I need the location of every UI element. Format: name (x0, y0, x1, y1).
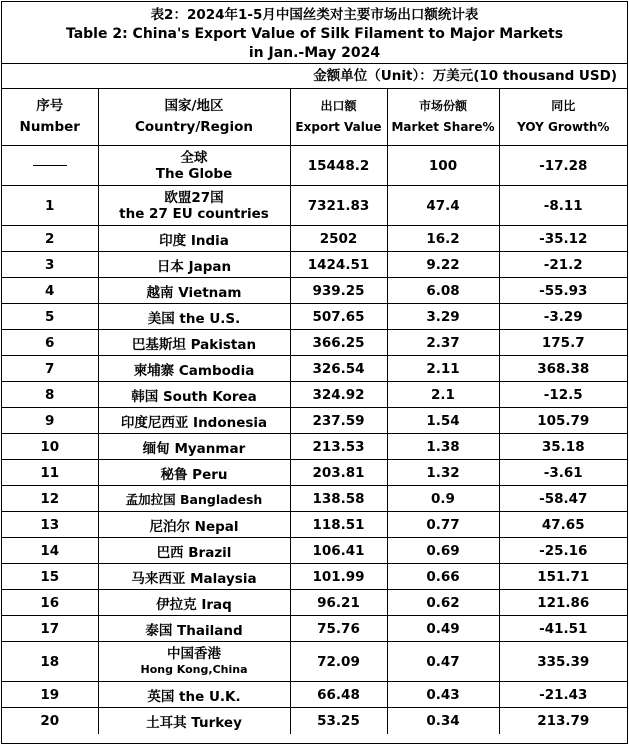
export-value-cell: 53.25 (290, 708, 387, 734)
country-cell: 马来西亚 Malaysia (98, 564, 290, 590)
export-value-cell: 66.48 (290, 682, 387, 708)
export-value-cell: 213.53 (290, 434, 387, 460)
title-english-line2: in Jan.-May 2024 (248, 45, 381, 61)
statistics-sheet (1, 1, 628, 744)
market-share-cell: 100 (387, 146, 499, 186)
row-number-cell: 3 (2, 252, 98, 278)
row-number-cell: 16 (2, 590, 98, 616)
row-number-cell: 20 (2, 708, 98, 734)
country-cell: 泰国 Thailand (98, 616, 290, 642)
table-row (2, 408, 627, 434)
yoy-growth-cell: 151.71 (499, 564, 627, 590)
export-value-cell: 118.51 (290, 512, 387, 538)
table-row (2, 564, 627, 590)
yoy-growth-cell: -3.29 (499, 304, 627, 330)
yoy-growth-cell: 175.7 (499, 330, 627, 356)
yoy-growth-cell: -58.47 (499, 486, 627, 512)
export-value-cell: 366.25 (290, 330, 387, 356)
title-english-line1: Table 2: China's Export Value of Silk Filament to Major Markets (65, 26, 564, 42)
yoy-growth-cell: -21.2 (499, 252, 627, 278)
yoy-growth-cell: 121.86 (499, 590, 627, 616)
row-number-cell: 13 (2, 512, 98, 538)
market-share-cell: 0.69 (387, 538, 499, 564)
row-number-cell: 2 (2, 226, 98, 252)
table-row (2, 252, 627, 278)
table-row (2, 682, 627, 708)
export-value-cell: 101.99 (290, 564, 387, 590)
table-row (2, 538, 627, 564)
market-share-cell: 0.77 (387, 512, 499, 538)
yoy-growth-cell: -3.61 (499, 460, 627, 486)
market-share-cell: 47.4 (387, 186, 499, 226)
country-cell: 越南 Vietnam (98, 278, 290, 304)
row-number-cell: 17 (2, 616, 98, 642)
market-share-cell: 0.66 (387, 564, 499, 590)
export-value-cell: 75.76 (290, 616, 387, 642)
table-row (2, 512, 627, 538)
yoy-growth-cell: -17.28 (499, 146, 627, 186)
country-cell: 尼泊尔 Nepal (98, 512, 290, 538)
row-number-cell: 19 (2, 682, 98, 708)
yoy-growth-cell: 105.79 (499, 408, 627, 434)
table-row (2, 590, 627, 616)
yoy-growth-cell: 47.65 (499, 512, 627, 538)
table-title (2, 2, 627, 64)
table-row (2, 642, 627, 682)
yoy-growth-cell: -8.11 (499, 186, 627, 226)
country-cell: 巴西 Brazil (98, 538, 290, 564)
export-value-cell: 72.09 (290, 642, 387, 682)
country-cell: 印度尼西亚 Indonesia (98, 408, 290, 434)
yoy-growth-cell: 35.18 (499, 434, 627, 460)
export-value-cell: 15448.2 (290, 146, 387, 186)
yoy-growth-cell: -21.43 (499, 682, 627, 708)
row-number-cell: 1 (2, 186, 98, 226)
country-cell: 全球 The Globe (98, 146, 290, 186)
country-cell: 土耳其 Turkey (98, 708, 290, 734)
yoy-growth-cell: -25.16 (499, 538, 627, 564)
yoy-growth-cell: 368.38 (499, 356, 627, 382)
row-number-dash (2, 146, 98, 186)
table-row (2, 146, 627, 186)
market-share-cell: 9.22 (387, 252, 499, 278)
country-cell: 欧盟27国 the 27 EU countries (98, 186, 290, 226)
country-cell: 巴基斯坦 Pakistan (98, 330, 290, 356)
yoy-growth-cell: 213.79 (499, 708, 627, 734)
yoy-growth-cell: -12.5 (499, 382, 627, 408)
row-number-cell: 6 (2, 330, 98, 356)
table-row (2, 304, 627, 330)
header-row (2, 89, 627, 146)
row-number-cell: 18 (2, 642, 98, 682)
table-row (2, 278, 627, 304)
country-cell: 中国香港 Hong Kong,China (98, 642, 290, 682)
export-value-cell: 237.59 (290, 408, 387, 434)
export-value-cell: 1424.51 (290, 252, 387, 278)
table-row (2, 616, 627, 642)
market-share-cell: 0.34 (387, 708, 499, 734)
market-share-cell: 0.47 (387, 642, 499, 682)
market-share-cell: 0.62 (387, 590, 499, 616)
country-cell: 孟加拉国 Bangladesh (98, 486, 290, 512)
header-market-share: 市场份额 Market Share% (387, 89, 499, 146)
export-value-cell: 203.81 (290, 460, 387, 486)
table-row (2, 708, 627, 734)
country-cell: 美国 the U.S. (98, 304, 290, 330)
market-share-cell: 2.37 (387, 330, 499, 356)
export-value-cell: 96.21 (290, 590, 387, 616)
market-share-cell: 16.2 (387, 226, 499, 252)
country-cell: 秘鲁 Peru (98, 460, 290, 486)
table-row (2, 356, 627, 382)
table-row (2, 382, 627, 408)
row-number-cell: 11 (2, 460, 98, 486)
export-value-cell: 326.54 (290, 356, 387, 382)
country-cell: 英国 the U.K. (98, 682, 290, 708)
country-cell: 印度 India (98, 226, 290, 252)
row-number-cell: 10 (2, 434, 98, 460)
export-value-cell: 2502 (290, 226, 387, 252)
header-country: 国家/地区 Country/Region (98, 89, 290, 146)
export-value-cell: 324.92 (290, 382, 387, 408)
yoy-growth-cell: 335.39 (499, 642, 627, 682)
header-yoy-growth: 同比 YOY Growth% (499, 89, 627, 146)
row-number-cell: 14 (2, 538, 98, 564)
market-share-cell: 2.11 (387, 356, 499, 382)
market-share-cell: 3.29 (387, 304, 499, 330)
table-row (2, 186, 627, 226)
country-cell: 柬埔寨 Cambodia (98, 356, 290, 382)
row-number-cell: 9 (2, 408, 98, 434)
table-row (2, 486, 627, 512)
header-export-value: 出口额 Export Value (290, 89, 387, 146)
row-number-cell: 7 (2, 356, 98, 382)
table-row (2, 330, 627, 356)
row-number-cell: 8 (2, 382, 98, 408)
market-share-cell: 2.1 (387, 382, 499, 408)
table-row (2, 460, 627, 486)
country-cell: 伊拉克 Iraq (98, 590, 290, 616)
country-cell: 韩国 South Korea (98, 382, 290, 408)
unit-label: 金额单位（Unit）：万美元(10 thousand USD) (2, 64, 627, 89)
row-number-cell: 15 (2, 564, 98, 590)
row-number-cell: 12 (2, 486, 98, 512)
export-value-cell: 939.25 (290, 278, 387, 304)
row-number-cell: 4 (2, 278, 98, 304)
title-chinese: 表2：2024年1-5月中国丝类对主要市场出口额统计表 (150, 7, 479, 23)
market-share-cell: 6.08 (387, 278, 499, 304)
market-share-cell: 0.9 (387, 486, 499, 512)
country-cell: 缅甸 Myanmar (98, 434, 290, 460)
export-value-cell: 138.58 (290, 486, 387, 512)
row-number-cell: 5 (2, 304, 98, 330)
market-share-cell: 0.49 (387, 616, 499, 642)
yoy-growth-cell: -41.51 (499, 616, 627, 642)
export-value-cell: 507.65 (290, 304, 387, 330)
header-number: 序号 Number (2, 89, 98, 146)
export-value-cell: 7321.83 (290, 186, 387, 226)
export-table (2, 89, 627, 734)
country-cell: 日本 Japan (98, 252, 290, 278)
market-share-cell: 1.38 (387, 434, 499, 460)
market-share-cell: 1.32 (387, 460, 499, 486)
yoy-growth-cell: -55.93 (499, 278, 627, 304)
market-share-cell: 0.43 (387, 682, 499, 708)
table-row (2, 226, 627, 252)
yoy-growth-cell: -35.12 (499, 226, 627, 252)
export-value-cell: 106.41 (290, 538, 387, 564)
market-share-cell: 1.54 (387, 408, 499, 434)
table-row (2, 434, 627, 460)
